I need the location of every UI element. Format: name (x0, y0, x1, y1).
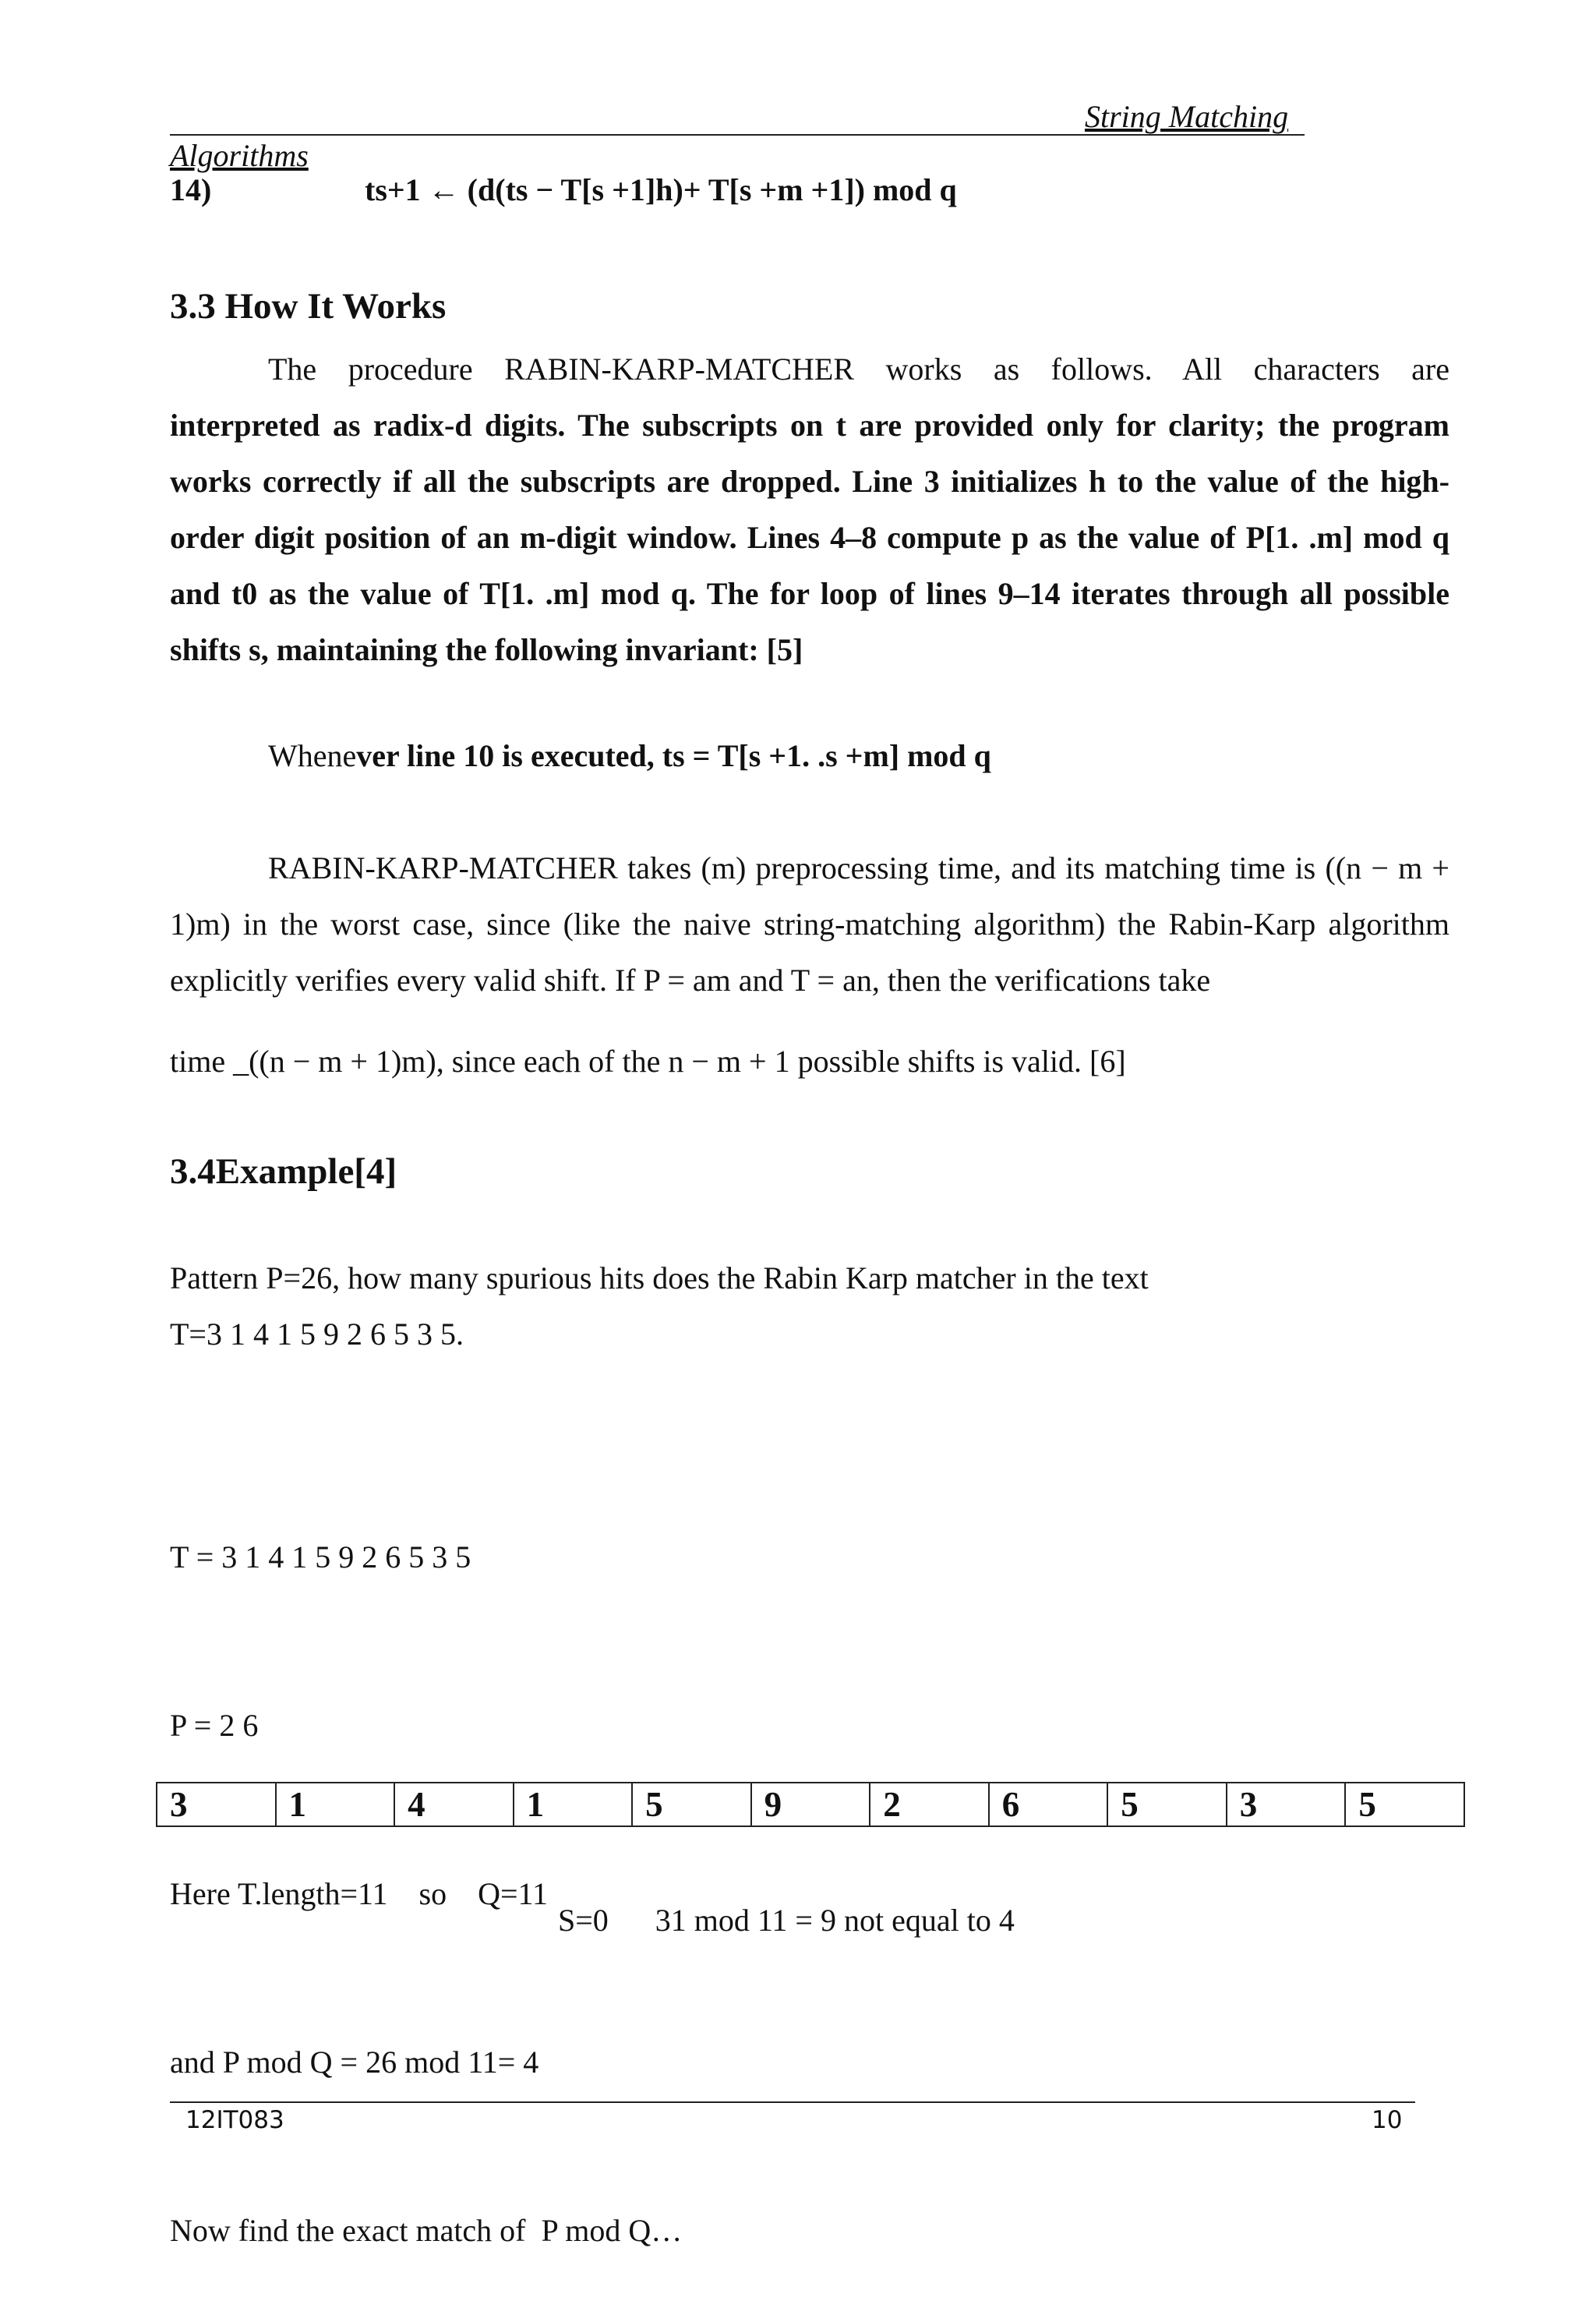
shift-computation: S=0 31 mod 11 = 9 not equal to 4 (558, 1903, 1015, 1938)
footer-id: 12IT083 (185, 2106, 284, 2134)
how-it-works-bold-text: interpreted as radix-d digits. The subscripts on t are provided only for clarity; the program works correctly if all the subscripts are dropped. Line 3 initializes h to the value of the high-order digit position of an m-digit window. Lines 4–8 compute p as the value of P[1. .m] mod q and t0 as the value of T[1. .m] mod q. The for loop of lines 9–14 iterates through all possible shifts s, maintaining the following invariant: [5] (170, 408, 1449, 667)
pseudocode-line (170, 171, 957, 208)
invariant-bold-part: ver line 10 is executed, ts = T[s +1. .s +m] mod q (356, 738, 991, 773)
question-line-1: Pattern P=26, how many spurious hits does the Rabin Karp matcher in the text (170, 1260, 1149, 1295)
array-cell: 1 (514, 1783, 633, 1826)
step-text: T = 3 1 4 1 5 9 2 6 5 3 5 (170, 1539, 471, 1575)
array-cell: 3 (157, 1783, 276, 1826)
invariant-statement (268, 728, 991, 784)
array-cell: 5 (632, 1783, 751, 1826)
section-heading-example: 3.4Example[4] (170, 1151, 397, 1192)
array-cell: 4 (394, 1783, 514, 1826)
invariant-regular-part: Whene (268, 738, 357, 773)
page-number: 10 (1372, 2106, 1403, 2134)
pseudocode-line-number: 14) (170, 172, 212, 207)
running-header-title-continued: Algorithms (170, 138, 309, 173)
header-rule (170, 134, 1305, 136)
example-steps (170, 1417, 682, 2315)
complexity-paragraph (170, 840, 1449, 1090)
text-array-table (156, 1782, 1465, 1827)
how-it-works-first-line: The procedure RABIN-KARP-MATCHER works as follows. All characters are (268, 352, 1449, 387)
complexity-text: RABIN-KARP-MATCHER takes (m) preprocessing time, and its matching time is ((n − m + 1)m) in the worst case, since (like the naive string-matching algorithm) the Rabin-Karp algorithm explicitly verifies every valid shift. If P = am and T = an, then the verifications take (170, 850, 1449, 998)
question-line-2: T=3 1 4 1 5 9 2 6 5 3 5. (170, 1317, 464, 1352)
array-cell: 1 (276, 1783, 395, 1826)
running-header-title: String Matching (1085, 99, 1289, 134)
table-row (157, 1783, 1464, 1826)
array-cell: 2 (870, 1783, 989, 1826)
array-cell: 9 (751, 1783, 870, 1826)
step-pmodq: and P mod Q = 26 mod 11= 4 (170, 2045, 539, 2080)
array-cell: 5 (1345, 1783, 1464, 1826)
array-cell: 3 (1227, 1783, 1346, 1826)
pseudocode-statement: ts+1 ← (d(ts − T[s +1]h)+ T[s +m +1]) mod q (365, 172, 957, 207)
step-pattern: P = 2 6 (170, 1708, 259, 1743)
step-find-match: Now find the exact match of P mod Q… (170, 2213, 683, 2248)
footer-rule (170, 2101, 1415, 2103)
array-cell: 5 (1107, 1783, 1227, 1826)
example-question (170, 1250, 1149, 1362)
complexity-last-line: time _((n − m + 1)m), since each of the n − m + 1 possible shifts is valid. [6] (170, 1044, 1126, 1079)
array-cell: 6 (989, 1783, 1108, 1826)
step-length: Here T.length=11 so Q=11 (170, 1876, 549, 1911)
section-heading-how-it-works: 3.3 How It Works (170, 286, 447, 327)
how-it-works-paragraph (170, 341, 1449, 678)
